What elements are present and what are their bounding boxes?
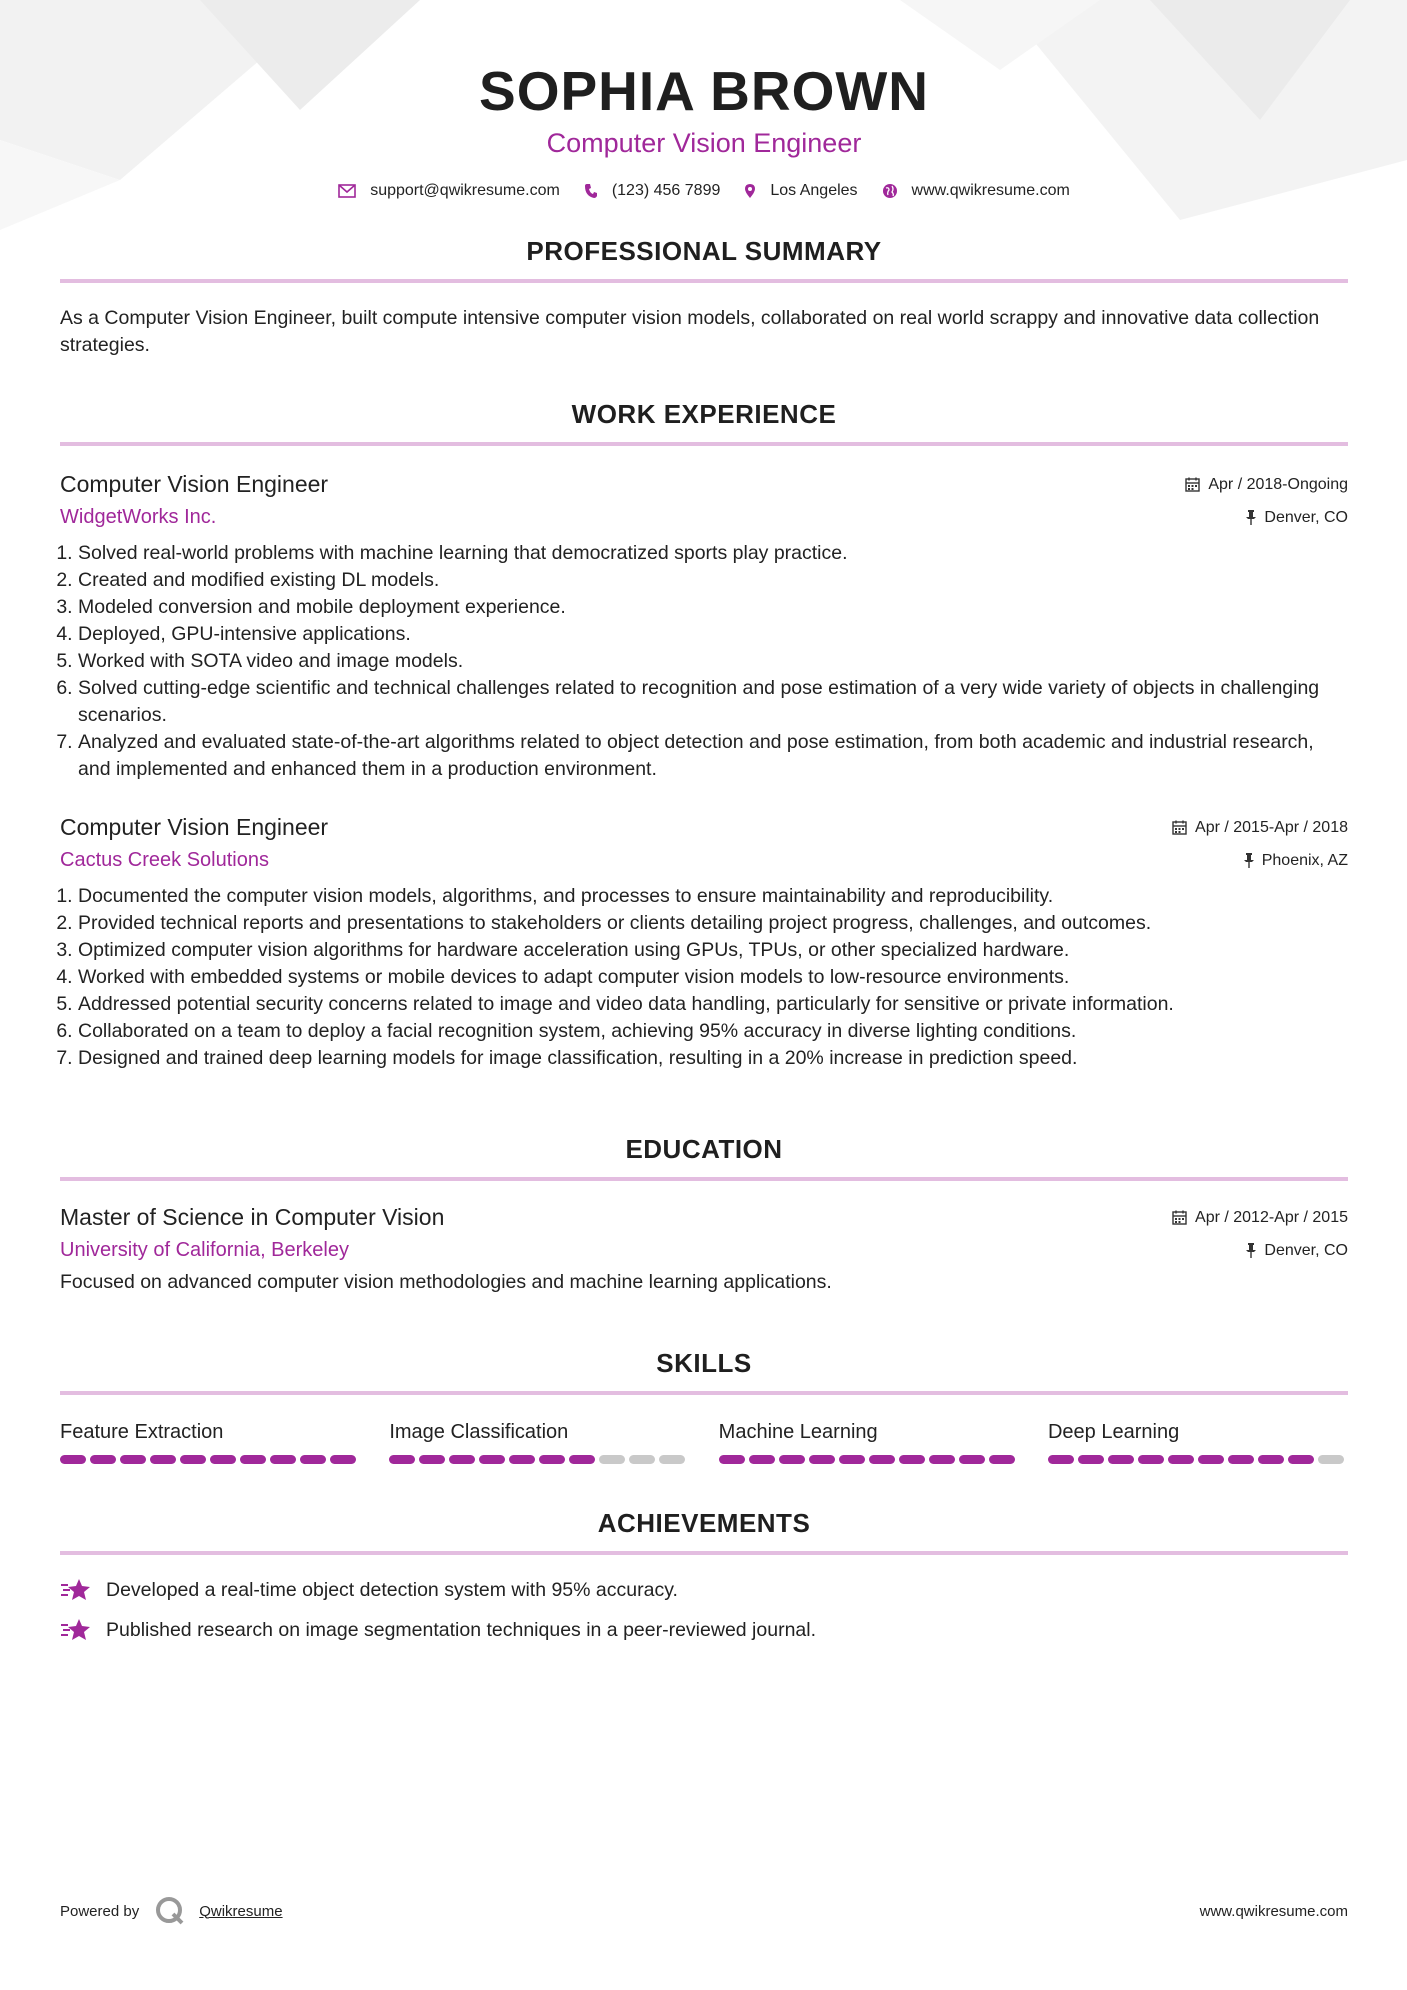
calendar-icon [1185,477,1200,492]
school-name: University of California, Berkeley [60,1239,349,1261]
email-text: support@qwikresume.com [370,182,560,199]
summary-section [60,236,1348,359]
job-location: Phoenix, AZ [1172,844,1348,877]
skill-level-segment [60,1455,86,1464]
job-entry [60,468,1348,783]
skill-item [1048,1419,1348,1464]
list-item: 3. Optimized computer vision algorithms for hardware acceleration using GPUs, TPUs, or other specialized hardware. [78,937,1348,964]
section-title-achievements: ACHIEVEMENTS [597,1508,811,1538]
shooting-star-icon [60,1617,92,1643]
contact-location [744,182,857,200]
section-title-summary: PROFESSIONAL SUMMARY [526,236,882,266]
powered-by [60,1896,283,1926]
skill-level-segment [180,1455,206,1464]
skill-level-segment [419,1455,445,1464]
calendar-icon [1172,820,1187,835]
section-title-experience: WORK EXPERIENCE [571,399,837,429]
education-description: Focused on advanced computer vision methodologies and machine learning applications. [60,1271,832,1293]
phone-icon [584,183,598,199]
skill-name: Feature Extraction [60,1421,224,1443]
footer-website[interactable]: www.qwikresume.com [1199,1902,1348,1920]
skill-level-segment [330,1455,356,1464]
job-location: Denver, CO [1185,501,1348,534]
resume-page [60,0,1348,1643]
skill-level-segment [90,1455,116,1464]
skill-level-segment [899,1455,925,1464]
experience-section [60,399,1348,1072]
list-item: 2. Created and modified existing DL models. [78,567,1348,594]
skill-level-segment [1108,1455,1134,1464]
skill-level-segment [449,1455,475,1464]
education-location: Denver, CO [1172,1234,1348,1267]
job-role: Computer Vision Engineer [60,814,329,840]
pushpin-icon [1246,510,1256,525]
education-entry [60,1201,1348,1296]
achievement-item: Published research on image segmentation techniques in a peer-reviewed journal. [60,1617,1348,1643]
skill-level-segment [839,1455,865,1464]
skill-level-segment [1228,1455,1254,1464]
candidate-title: Computer Vision Engineer [546,128,862,158]
skill-level-segment [1078,1455,1104,1464]
skill-level-segment [479,1455,505,1464]
skill-level-segment [300,1455,326,1464]
job-dates: Apr / 2018-Ongoing [1185,468,1348,501]
skill-level-segment [659,1455,685,1464]
skill-level-segment [629,1455,655,1464]
job-company: Cactus Creek Solutions [60,849,269,871]
section-divider [60,1177,1348,1181]
skill-level-segment [270,1455,296,1464]
envelope-icon [338,184,356,198]
section-title-education: EDUCATION [625,1134,783,1164]
job-bullets [60,883,1348,1072]
skill-level-segment [779,1455,805,1464]
skill-name: Machine Learning [718,1421,878,1443]
brand-link[interactable]: Qwikresume [199,1902,283,1920]
skill-item [60,1419,360,1464]
summary-text: As a Computer Vision Engineer, built compute intensive computer vision models, collaborated on real world scrappy and innovative data collection strategies. [60,307,1320,356]
website-text: www.qwikresume.com [911,182,1070,199]
achievement-item: Developed a real-time object detection system with 95% accuracy. [60,1577,1348,1603]
skill-level-segment [210,1455,236,1464]
list-item: 4. Worked with embedded systems or mobile devices to adapt computer vision models to low-resource environments. [78,964,1348,991]
job-dates: Apr / 2015-Apr / 2018 [1172,811,1348,844]
achievements-list [60,1577,1348,1643]
skill-level-segment [929,1455,955,1464]
shooting-star-icon [60,1577,92,1603]
list-item: 5. Addressed potential security concerns related to image and video data handling, particularly for sensitive or private information. [78,991,1348,1018]
job-role: Computer Vision Engineer [60,471,329,497]
contact-email[interactable] [338,182,560,200]
skill-level-segment [509,1455,535,1464]
globe-icon [882,183,898,199]
skill-level-bar [1048,1455,1348,1464]
pushpin-icon [1246,1243,1256,1258]
skill-level-segment [869,1455,895,1464]
skill-level-segment [1138,1455,1164,1464]
qwikresume-logo-icon [155,1896,185,1926]
skill-level-segment [809,1455,835,1464]
skill-name: Image Classification [389,1421,569,1443]
list-item: 7. Analyzed and evaluated state-of-the-art algorithms related to object detection and pose estimation, from both academic and industrial research, and implemented and enhanced them in a production environment. [78,729,1348,783]
skill-level-bar [719,1455,1019,1464]
contact-website[interactable] [882,182,1070,200]
job-bullets [60,540,1348,783]
skill-level-segment [1318,1455,1344,1464]
pushpin-icon [1244,853,1254,868]
skill-level-segment [749,1455,775,1464]
skill-level-segment [959,1455,985,1464]
list-item: 6. Solved cutting-edge scientific and technical challenges related to recognition and pose estimation of a very wide variety of objects in challenging scenarios. [78,675,1348,729]
map-pin-icon [744,183,756,199]
achievements-section [60,1508,1348,1643]
skill-name: Deep Learning [1047,1421,1180,1443]
skill-level-segment [1048,1455,1074,1464]
skill-level-segment [989,1455,1015,1464]
list-item: 4. Deployed, GPU-intensive applications. [78,621,1348,648]
section-title-skills: SKILLS [656,1348,752,1378]
list-item: 3. Modeled conversion and mobile deployment experience. [78,594,1348,621]
skill-level-segment [240,1455,266,1464]
skill-level-bar [60,1455,360,1464]
skill-level-segment [120,1455,146,1464]
skill-level-segment [539,1455,565,1464]
contact-phone[interactable] [584,182,721,200]
skills-list [60,1419,1348,1464]
education-dates: Apr / 2012-Apr / 2015 [1172,1201,1348,1234]
skill-level-segment [599,1455,625,1464]
phone-text: (123) 456 7899 [611,182,721,199]
powered-label: Powered by [60,1902,140,1920]
calendar-icon [1172,1210,1187,1225]
skill-level-segment [1288,1455,1314,1464]
section-divider [60,442,1348,446]
skill-level-segment [719,1455,745,1464]
list-item: 2. Provided technical reports and presentations to stakeholders or clients detailing project progress, challenges, and outcomes. [78,910,1348,937]
list-item: 5. Worked with SOTA video and image models. [78,648,1348,675]
skill-item [389,1419,689,1464]
candidate-name: SOPHIA BROWN [479,60,929,122]
skill-level-segment [150,1455,176,1464]
section-divider [60,279,1348,283]
section-divider [60,1391,1348,1395]
job-entry [60,811,1348,1072]
section-divider [60,1551,1348,1555]
list-item: 7. Designed and trained deep learning models for image classification, resulting in a 20% increase in prediction speed. [78,1045,1348,1072]
degree-title: Master of Science in Computer Vision [60,1204,445,1230]
skill-level-segment [1168,1455,1194,1464]
skill-level-bar [389,1455,689,1464]
location-text: Los Angeles [770,182,858,199]
skill-item [719,1419,1019,1464]
skill-level-segment [389,1455,415,1464]
education-section [60,1134,1348,1296]
skill-level-segment [569,1455,595,1464]
skill-level-segment [1258,1455,1284,1464]
page-footer [60,1896,1348,1926]
skills-section [60,1348,1348,1464]
list-item: 1. Solved real-world problems with machine learning that democratized sports play practice. [78,540,1348,567]
skill-level-segment [1198,1455,1224,1464]
resume-header [60,0,1348,200]
contact-bar [60,182,1348,200]
list-item: 1. Documented the computer vision models, algorithms, and processes to ensure maintainability and reproducibility. [78,883,1348,910]
job-company: WidgetWorks Inc. [60,506,217,528]
list-item: 6. Collaborated on a team to deploy a facial recognition system, achieving 95% accuracy in diverse lighting conditions. [78,1018,1348,1045]
